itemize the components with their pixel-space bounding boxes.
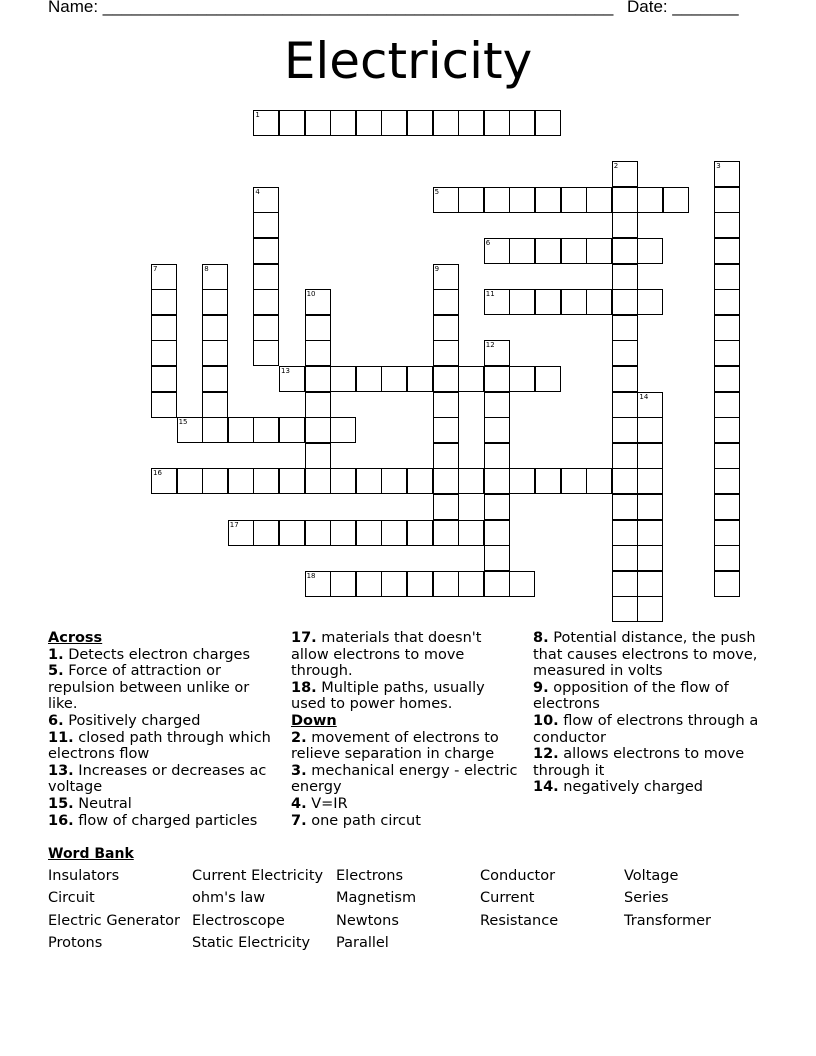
crossword-cell[interactable] [330,468,356,494]
crossword-cell[interactable] [714,520,740,546]
crossword-cell[interactable] [253,264,279,290]
crossword-cell[interactable] [637,571,663,597]
crossword-cell[interactable] [407,468,433,494]
crossword-cell[interactable] [228,468,254,494]
crossword-cell[interactable] [151,315,177,341]
clue-number: 10 [306,290,316,299]
crossword-cell[interactable] [637,443,663,469]
crossword-cell[interactable] [458,468,484,494]
crossword-cell[interactable] [330,571,356,597]
word-bank-item: Newtons [336,913,399,929]
clue-number: 7 [153,264,158,273]
crossword-cell[interactable] [305,366,331,392]
crossword-cell[interactable] [612,238,638,264]
crossword-cell[interactable] [305,417,331,443]
crossword-cell[interactable] [279,417,305,443]
word-bank-item: Magnetism [336,890,417,906]
crossword-cell[interactable] [714,417,740,443]
crossword-cell[interactable] [305,443,331,469]
clue-number: 12 [485,341,495,350]
crossword-cell[interactable] [612,161,638,187]
word-bank-item: Voltage [624,868,679,884]
clue-number: 1 [255,111,260,119]
clue-number: 14. [533,779,559,796]
page-title: Electricity [283,32,533,90]
crossword-cell[interactable] [202,264,228,290]
clue-text: V=IR [306,795,348,812]
crossword-cell[interactable] [330,520,356,546]
crossword-cell[interactable] [151,289,177,315]
across-heading: Across [48,630,103,646]
crossword-cell[interactable] [253,238,279,264]
clue-number: 3 [716,162,721,171]
clue-number: 7. [291,812,307,829]
clue-text: materials that doesn't allow electrons to move through. [291,630,482,680]
crossword-cell[interactable] [151,392,177,418]
crossword-cell[interactable] [381,571,407,597]
word-bank-item: Electrons [336,868,404,884]
crossword-cell[interactable] [433,289,459,315]
across-clue [48,763,280,796]
crossword-cell[interactable] [586,289,612,315]
word-bank-item: Current Electricity [192,868,324,884]
crossword-cell[interactable] [714,315,740,341]
clue-text: opposition of the flow of electrons [533,679,729,713]
crossword-cell[interactable] [612,468,638,494]
crossword-cell[interactable] [714,212,740,238]
crossword-cell[interactable] [586,187,612,213]
clue-text: Multiple paths, usually used to power homes. [291,679,485,713]
crossword-cell[interactable] [279,520,305,546]
crossword-cell[interactable] [714,366,740,392]
crossword-cell[interactable] [253,110,279,136]
crossword-cell[interactable] [433,340,459,366]
clue-number: 10. [533,712,559,729]
crossword-cell[interactable] [484,392,510,418]
down-clue [533,779,773,796]
crossword-cell[interactable] [253,187,279,213]
across-clue [48,647,280,664]
word-bank-item: Transformer [624,913,712,929]
crossword-cell[interactable] [535,110,561,136]
crossword-cell[interactable] [484,238,510,264]
word-bank-item: Electroscope [192,913,285,929]
clues-column-1 [48,630,280,829]
crossword-cell[interactable] [612,392,638,418]
crossword-cell[interactable] [535,366,561,392]
crossword-cell[interactable] [484,520,510,546]
clue-text: Potential distance, the push that causes electrons to move, measured in volts [533,630,758,680]
clue-number: 14 [639,392,649,401]
crossword-cell[interactable] [433,366,459,392]
crossword-cell[interactable] [330,366,356,392]
clue-number: 5 [434,187,440,196]
crossword-cell[interactable] [433,417,459,443]
crossword-cell[interactable] [714,545,740,571]
crossword-cell[interactable] [305,315,331,341]
clue-number: 17 [229,520,239,529]
crossword-cell[interactable] [407,366,433,392]
clue-number: 13. [48,762,74,779]
crossword-cell[interactable] [612,443,638,469]
crossword-cell[interactable] [151,340,177,366]
clue-number: 16. [48,812,74,829]
across-clue [48,713,280,730]
crossword-cell[interactable] [612,212,638,238]
word-bank-item: Conductor [480,868,556,884]
crossword-cell[interactable] [637,392,663,418]
crossword-cell[interactable] [433,520,459,546]
word-bank-item: Series [624,890,669,906]
clue-number: 13 [281,367,290,375]
down-clue [533,746,773,779]
crossword-cell[interactable] [433,392,459,418]
crossword-cell[interactable] [484,571,510,597]
crossword-cell[interactable] [305,392,331,418]
clue-number: 16 [153,469,162,478]
word-bank-item: Circuit [48,890,95,906]
across-clue [48,730,280,763]
crossword-cell[interactable] [612,545,638,571]
crossword-cell[interactable] [458,187,484,213]
crossword-cell[interactable] [305,289,331,315]
down-clue [291,730,521,763]
clue-text: Force of attraction or repulsion between unlike or like. [48,663,250,713]
clue-number: 15. [48,795,74,812]
down-clue-list-continued [533,630,773,796]
crossword-cell[interactable] [253,289,279,315]
crossword-cell[interactable] [253,417,279,443]
crossword-cell[interactable] [637,417,663,443]
clue-number: 15 [178,418,188,427]
crossword-cell[interactable] [151,366,177,392]
clue-number: 6. [48,712,64,729]
crossword-cell[interactable] [484,443,510,469]
crossword-cell[interactable] [535,289,561,315]
crossword-cell[interactable] [458,520,484,546]
crossword-cell[interactable] [612,596,638,622]
crossword-cell[interactable] [714,289,740,315]
crossword-cell[interactable] [561,187,587,213]
word-bank-item: Static Electricity [192,935,311,951]
crossword-cell[interactable] [637,494,663,520]
crossword-cell[interactable] [535,187,561,213]
crossword-cell[interactable] [663,187,689,213]
crossword-cell[interactable] [305,571,331,597]
crossword-cell[interactable] [484,366,510,392]
crossword-cell[interactable] [714,494,740,520]
crossword-cell[interactable] [714,187,740,213]
crossword-cell[interactable] [612,187,638,213]
crossword-cell[interactable] [433,571,459,597]
clue-text: closed path through which electrons flow [48,729,271,763]
crossword-cell[interactable] [637,520,663,546]
crossword-cell[interactable] [714,468,740,494]
clue-text: flow of charged particles [73,812,258,829]
crossword-cell[interactable] [356,110,382,136]
crossword-cell[interactable] [305,110,331,136]
crossword-cell[interactable] [279,110,305,136]
crossword-cell[interactable] [612,264,638,290]
crossword-cell[interactable] [253,315,279,341]
clue-text: mechanical energy - electric energy [291,762,518,796]
clue-number: 18 [306,571,316,580]
down-clue [533,680,773,713]
down-clue [291,796,521,813]
across-clue-list [48,647,280,830]
crossword-cell[interactable] [509,238,535,264]
crossword-cell[interactable] [612,571,638,597]
crossword-cell[interactable] [714,443,740,469]
crossword-cell[interactable] [458,571,484,597]
crossword-cell[interactable] [253,340,279,366]
crossword-cell[interactable] [381,520,407,546]
crossword-cell[interactable] [637,596,663,622]
date-field-label: Date: _______ [627,0,739,16]
crossword-cell[interactable] [612,494,638,520]
crossword-cell[interactable] [381,110,407,136]
crossword-cell[interactable] [535,238,561,264]
clue-text: Detects electron charges [63,646,251,663]
clue-text: Increases or decreases ac voltage [48,762,267,796]
crossword-cell[interactable] [714,392,740,418]
crossword-cell[interactable] [612,315,638,341]
crossword-cell[interactable] [202,289,228,315]
word-bank-item: Current [480,890,535,906]
crossword-cell[interactable] [586,238,612,264]
crossword-cell[interactable] [202,392,228,418]
crossword-cell[interactable] [202,340,228,366]
word-bank-item: Protons [48,935,103,951]
down-clue [533,630,773,680]
clue-number: 12. [533,746,559,763]
clue-number: 8 [204,264,209,273]
crossword-cell[interactable] [433,187,459,213]
word-bank-item: ohm's law [192,890,266,906]
crossword-cell[interactable] [253,212,279,238]
crossword-cell[interactable] [484,187,510,213]
crossword-cell[interactable] [151,264,177,290]
clue-number: 11. [48,729,74,746]
crossword-cell[interactable] [484,417,510,443]
crossword-cell[interactable] [228,520,254,546]
crossword-cell[interactable] [458,110,484,136]
name-field-label: Name: ______________________________________________________ [48,0,614,16]
crossword-cell[interactable] [484,494,510,520]
crossword-cell[interactable] [561,238,587,264]
clue-number: 5. [48,663,64,680]
crossword-cell[interactable] [151,468,177,494]
clue-number: 6 [485,239,491,247]
crossword-cell[interactable] [509,366,535,392]
crossword-cell[interactable] [714,238,740,264]
clue-number: 18. [291,679,317,696]
down-clue [533,713,773,746]
crossword-cell[interactable] [714,264,740,290]
clue-text: Neutral [73,795,132,812]
crossword-cell[interactable] [356,366,382,392]
crossword-cell[interactable] [612,366,638,392]
crossword-cell[interactable] [433,264,459,290]
across-clue [291,630,521,680]
clues-column-2 [291,630,521,829]
crossword-cell[interactable] [381,468,407,494]
crossword-cell[interactable] [305,468,331,494]
clue-number: 9 [434,264,440,273]
clue-number: 4. [291,795,307,812]
clue-number: 3. [291,762,307,779]
across-clue [48,813,280,830]
crossword-cell[interactable] [458,366,484,392]
crossword-cell[interactable] [228,417,254,443]
clue-text: allows electrons to move through it [533,746,745,779]
crossword-cell[interactable] [612,520,638,546]
crossword-cell[interactable] [305,520,331,546]
crossword-cell[interactable] [202,468,228,494]
crossword-cell[interactable] [484,340,510,366]
crossword-cell[interactable] [407,520,433,546]
across-clue [48,796,280,813]
word-bank-item: Parallel [336,935,389,951]
crossword-cell[interactable] [535,468,561,494]
crossword-cell[interactable] [509,110,535,136]
clue-text: one path circut [306,812,421,829]
down-heading: Down [291,712,337,729]
crossword-cell[interactable] [612,340,638,366]
clue-text: movement of electrons to relieve separation in charge [291,729,499,763]
clue-number: 2 [613,162,619,171]
clue-text: negatively charged [558,779,704,796]
crossword-cell[interactable] [637,468,663,494]
crossword-cell[interactable] [202,315,228,341]
crossword-cell[interactable] [433,468,459,494]
clues-column-3 [533,630,773,796]
crossword-cell[interactable] [279,468,305,494]
crossword-cell[interactable] [253,520,279,546]
crossword-cell[interactable] [484,545,510,571]
crossword-cell[interactable] [612,289,638,315]
clue-text: Positively charged [63,712,201,729]
crossword-cell[interactable] [279,366,305,392]
crossword-cell[interactable] [509,468,535,494]
word-bank-heading: Word Bank [48,846,134,862]
crossword-cell[interactable] [637,238,663,264]
crossword-cell[interactable] [177,468,203,494]
crossword-cell[interactable] [484,289,510,315]
down-clue [291,763,521,796]
crossword-cell[interactable] [637,187,663,213]
clue-number: 1. [48,646,64,663]
crossword-cell[interactable] [637,545,663,571]
crossword-cell[interactable] [509,571,535,597]
crossword-cell[interactable] [202,366,228,392]
crossword-cell[interactable] [356,571,382,597]
crossword-cell[interactable] [714,340,740,366]
across-clue [48,663,280,713]
crossword-cell[interactable] [433,315,459,341]
word-bank-item: Resistance [480,913,559,929]
crossword-cell[interactable] [407,110,433,136]
crossword-cell[interactable] [561,289,587,315]
clue-number: 8. [533,630,549,646]
crossword-cell[interactable] [586,468,612,494]
crossword-cell[interactable] [484,110,510,136]
word-bank-item: Electric Generator [48,913,180,929]
clue-number: 4 [255,187,260,196]
crossword-cell[interactable] [202,417,228,443]
crossword-cell[interactable] [637,289,663,315]
crossword-cell[interactable] [714,161,740,187]
crossword-cell[interactable] [330,110,356,136]
word-bank-item: Insulators [48,868,120,884]
clue-number: 11 [485,290,495,299]
crossword-cell[interactable] [253,468,279,494]
across-clue [291,680,521,713]
crossword-cell[interactable] [612,417,638,443]
crossword-cell[interactable] [509,289,535,315]
crossword-cell[interactable] [407,571,433,597]
clue-number: 9. [533,679,549,696]
crossword-cell[interactable] [433,110,459,136]
down-clue-list [291,730,521,830]
crossword-cell[interactable] [561,468,587,494]
down-clue [291,813,521,830]
clue-text: flow of electrons through a conductor [533,712,759,746]
crossword-cell[interactable] [509,187,535,213]
crossword-cell[interactable] [356,468,382,494]
clue-number: 2. [291,729,307,746]
crossword-cell[interactable] [714,571,740,597]
crossword-cell[interactable] [381,366,407,392]
crossword-cell[interactable] [356,520,382,546]
across-clue-list-continued [291,630,521,713]
clue-number: 17. [291,630,317,646]
crossword-cell[interactable] [177,417,203,443]
crossword-cell[interactable] [433,443,459,469]
crossword-cell[interactable] [433,494,459,520]
crossword-cell[interactable] [484,468,510,494]
crossword-cell[interactable] [330,417,356,443]
crossword-cell[interactable] [305,340,331,366]
